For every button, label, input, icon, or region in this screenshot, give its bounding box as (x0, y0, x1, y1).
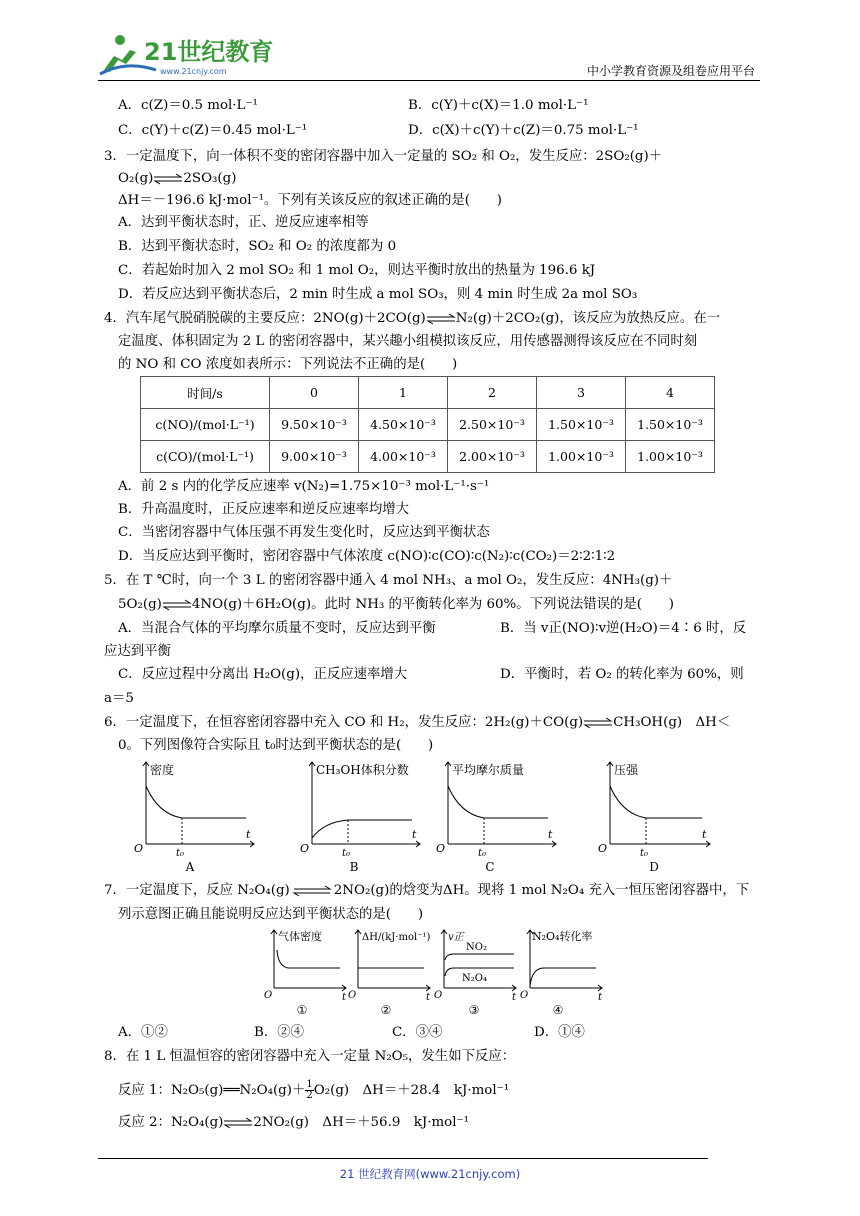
q7-graph-1 (262, 926, 352, 1002)
q6-graph-b (294, 758, 426, 858)
origin-label: O (300, 842, 310, 855)
fraction-half: $\frac{1}{2}$ (306, 1079, 313, 1101)
q2-option-b: B．c(Y)＋c(X)＝1.0 mol·L⁻¹ (408, 98, 589, 113)
table-cell: 时间/s (141, 377, 270, 409)
table-cell: 1.50×10⁻³ (626, 409, 715, 441)
x-axis-label: t (412, 828, 417, 841)
x-axis-label: t (342, 992, 347, 1003)
y-axis-label: 气体密度 (278, 930, 322, 943)
q5-option-b-cont: 应达到平衡 (104, 644, 171, 659)
q3-option-d: D．若反应达到平衡状态后，2 min 时生成 a mol SO₃，则 4 min 时生成 2a mol SO₃ (118, 287, 638, 302)
q7-caption-2: ② (380, 1003, 392, 1017)
table-row (141, 441, 715, 473)
table-cell: 2.50×10⁻³ (448, 409, 537, 441)
equilibrium-arrow-icon (426, 314, 456, 324)
q6-graph-d (592, 758, 724, 858)
table-cell: c(CO)/(mol·L⁻¹) (141, 441, 270, 473)
q7-caption-3: ③ (468, 1003, 480, 1017)
t0-label: t₀ (342, 848, 351, 859)
table-cell: 1 (359, 377, 448, 409)
q7-option-c: C．③④ (392, 1025, 443, 1040)
q3-stem-line1: 3．一定温度下，向一体积不变的密闭容器中加入一定量的 SO₂ 和 O₂，发生反应：2SO₂(g)＋ (104, 149, 663, 164)
t0-label: t₀ (176, 848, 185, 859)
table-cell: 1.00×10⁻³ (626, 441, 715, 473)
q5-stem-line1: 5．在 T ℃时，向一个 3 L 的密闭容器中通入 4 mol NH₃、a mol O₂，发生反应：4NH₃(g)＋ (104, 573, 673, 588)
series-label-no2: NO₂ (466, 942, 487, 953)
q6-graph-a (128, 758, 260, 858)
x-axis-label: t (512, 992, 517, 1003)
origin-label: O (436, 842, 446, 855)
q7-caption-4: ④ (552, 1003, 564, 1017)
q4-data-table (140, 376, 715, 473)
logo-sub-text: www.21cnjy.com (160, 67, 227, 76)
table-cell: c(NO)/(mol·L⁻¹) (141, 409, 270, 441)
series-label-n2o4: N₂O₄ (462, 973, 487, 984)
footer-link[interactable]: 21 世纪教育网(www.21cnjy.com) (339, 1167, 521, 1181)
q6-caption-d: D (649, 860, 659, 874)
footer-divider (98, 1158, 708, 1159)
y-axis-label: ΔH/(kJ·mol⁻¹) (362, 932, 431, 943)
q4-option-a: A．前 2 s 内的化学反应速率 v(N₂)=1.75×10⁻³ mol·L⁻¹·s⁻¹ (118, 479, 490, 494)
y-axis-label: 密度 (150, 763, 175, 777)
q7-stem-line2: 列示意图正确且能说明反应达到平衡状态的是( ) (118, 907, 424, 922)
q3-stem-line3: ΔH＝－196.6 kJ·mol⁻¹。下列有关该反应的叙述正确的是( ) (118, 193, 503, 208)
logo-main-text: 21世纪教育 (144, 38, 274, 66)
q2-option-c: C．c(Y)＋c(Z)＝0.45 mol·L⁻¹ (118, 123, 308, 138)
x-axis-label: t (702, 828, 707, 841)
q6-graph-c (430, 758, 562, 858)
equilibrium-arrow-icon (290, 886, 334, 896)
t0-label: t₀ (478, 848, 487, 859)
x-axis-label: t (548, 828, 553, 841)
origin-label: O (598, 842, 608, 855)
x-axis-label: t (426, 992, 431, 1003)
table-cell: 2.00×10⁻³ (448, 441, 537, 473)
x-axis-label: t (246, 828, 251, 841)
q8-stem: 8．在 1 L 恒温恒容的密闭容器中充入一定量 N₂O₅，发生如下反应： (104, 1049, 516, 1064)
origin-label: O (520, 990, 529, 1001)
table-header-row (141, 377, 715, 409)
origin-label: O (434, 990, 443, 1001)
q6-stem-line1: 6．一定温度下，在恒容密闭容器中充入 CO 和 H₂，发生反应：2H₂(g)＋CO(g) CH₃OH(g) ΔH＜ (104, 715, 731, 730)
y-axis-label: 平均摩尔质量 (452, 763, 525, 777)
q3-stem-line2: O₂(g) 2SO₃(g) (118, 171, 237, 186)
q4-option-c: C．当密闭容器中气体压强不再发生变化时，反应达到平衡状态 (118, 525, 490, 540)
q5-stem-line2: 5O₂(g) 4NO(g)＋6H₂O(g)。此时 NH₃ 的平衡转化率为 60%。下列说法错误的是( ) (118, 597, 675, 612)
header-platform-name: 中小学教育资源及组卷应用平台 (586, 64, 755, 78)
q6-stem-line2: 0。下列图像符合实际且 t₀时达到平衡状态的是( ) (118, 738, 434, 753)
y-axis-label: CH₃OH体积分数 (316, 763, 409, 777)
q4-stem-line2: 定温度、体积固定为 2 L 的密闭容器中，某兴趣小组模拟该反应，用传感器测得该反应在不同时刻 (118, 334, 698, 349)
table-cell: 0 (270, 377, 359, 409)
t0-label: t₀ (640, 848, 649, 859)
q8-reaction-1: 反应 1：N₂O₅(g)══N₂O₄(g)＋ $\frac{1}{2}$ O₂(g) ΔH＝＋28.4 kJ·mol⁻¹ (118, 1079, 510, 1101)
q5-option-a: A．当混合气体的平均摩尔质量不变时，反应达到平衡 (118, 621, 436, 636)
q2-option-d: D．c(X)＋c(Y)＋c(Z)＝0.75 mol·L⁻¹ (408, 123, 639, 138)
y-axis-label: N₂O₄转化率 (532, 930, 593, 943)
q8-reaction-2: 反应 2：N₂O₄(g) 2NO₂(g) ΔH＝＋56.9 kJ·mol⁻¹ (118, 1115, 469, 1130)
q7-graph-4 (518, 926, 610, 1002)
y-axis-label: v正 (448, 932, 464, 943)
q5-option-d-cont: a＝5 (104, 691, 134, 706)
q7-option-d: D．①④ (534, 1025, 585, 1040)
origin-label: O (348, 990, 357, 1001)
q5-option-b: B．当 v正(NO)∶v逆(H₂O)＝4∶6 时，反 (500, 621, 747, 636)
table-cell: 4 (626, 377, 715, 409)
header-divider (98, 80, 760, 81)
x-axis-label: t (598, 992, 603, 1003)
q7-caption-1: ① (296, 1003, 308, 1017)
equilibrium-arrow-icon (153, 174, 183, 184)
site-logo (96, 30, 274, 80)
origin-label: O (134, 842, 144, 855)
table-cell: 4.00×10⁻³ (359, 441, 448, 473)
q6-caption-b: B (349, 860, 359, 874)
table-cell: 1.50×10⁻³ (537, 409, 626, 441)
table-cell: 2 (448, 377, 537, 409)
q4-option-d: D．当反应达到平衡时，密闭容器中气体浓度 c(NO)∶c(CO)∶c(N₂)∶c(CO₂)＝2∶2∶1∶2 (118, 549, 616, 564)
q7-option-b: B．②④ (254, 1025, 305, 1040)
q5-option-c: C．反应过程中分离出 H₂O(g)，正反应速率增大 (118, 667, 408, 682)
q7-stem-line1: 7．一定温度下，反应 N₂O₄(g) 2NO₂(g)的焓变为ΔH。现将 1 mol N₂O₄ 充入一恒压密闭容器中，下 (104, 883, 750, 898)
q3-option-b: B．达到平衡状态时，SO₂ 和 O₂ 的浓度都为 0 (118, 239, 397, 254)
q4-stem-line3: 的 NO 和 CO 浓度如表所示：下列说法不正确的是( ) (118, 357, 458, 372)
q7-graph-3 (432, 926, 522, 1002)
q7-option-a: A．①② (118, 1025, 168, 1040)
table-cell: 9.50×10⁻³ (270, 409, 359, 441)
equilibrium-arrow-icon (162, 600, 192, 610)
table-cell: 1.00×10⁻³ (537, 441, 626, 473)
table-row (141, 409, 715, 441)
q7-graph-2 (346, 926, 436, 1002)
q6-caption-a: A (185, 860, 195, 874)
q4-option-b: B．升高温度时，正反应速率和逆反应速率均增大 (118, 502, 410, 517)
q5-option-d: D．平衡时，若 O₂ 的转化率为 60%，则 (500, 667, 744, 682)
equilibrium-arrow-icon (223, 1118, 253, 1128)
q4-stem-line1: 4．汽车尾气脱硝脱碳的主要反应：2NO(g)＋2CO(g) N₂(g)＋2CO₂(g)，该反应为放热反应。在一 (104, 311, 721, 326)
q3-option-c: C．若起始时加入 2 mol SO₂ 和 1 mol O₂，则达平衡时放出的热量为 196.6 kJ (118, 263, 596, 278)
q2-option-a: A．c(Z)＝0.5 mol·L⁻¹ (118, 98, 258, 113)
table-cell: 3 (537, 377, 626, 409)
y-axis-label: 压强 (614, 763, 639, 777)
table-cell: 4.50×10⁻³ (359, 409, 448, 441)
table-cell: 9.00×10⁻³ (270, 441, 359, 473)
origin-label: O (264, 990, 273, 1001)
q3-option-a: A．达到平衡状态时，正、逆反应速率相等 (118, 215, 369, 230)
q6-caption-c: C (485, 860, 495, 874)
equilibrium-arrow-icon (583, 718, 613, 728)
